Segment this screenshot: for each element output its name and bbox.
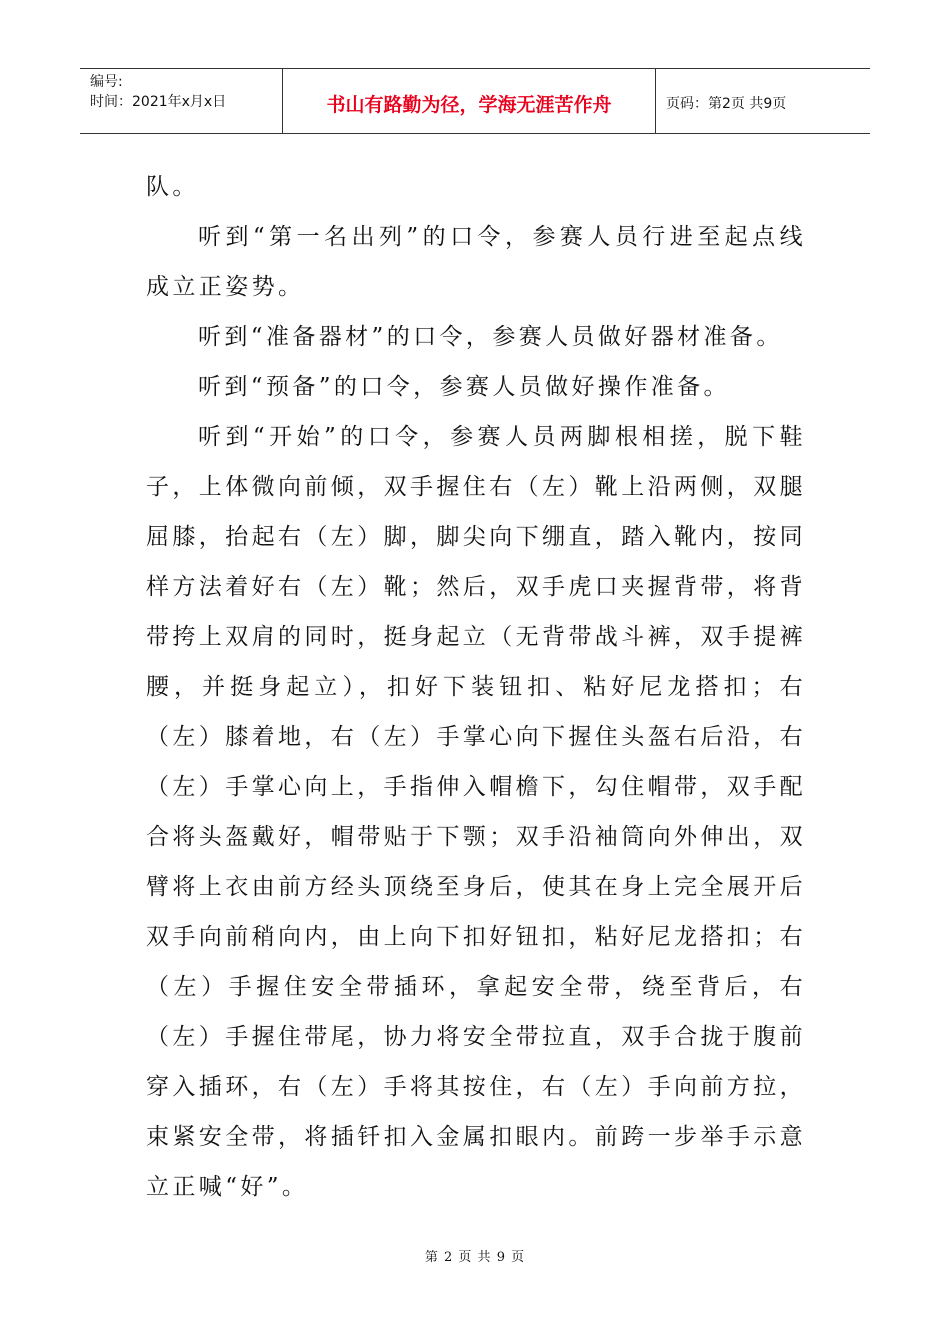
paragraph: 听到“开始”的口令，参赛人员两脚根相搓，脱下鞋子，上体微向前倾，双手握住右（左）靴上沿两侧，双腿屈膝，抬起右（左）脚，脚尖向下绷直，踏入靴内，按同样方法着好右（左）靴；然后，双手虎口夹握背带，将背带挎上双肩的同时，挺身起立（无背带战斗裤，双手提裤腰，并挺身起立），扣好下装钮扣、粘好尼龙搭扣；右（左）膝着地，右（左）手掌心向下握住头盔右后沿，右（左）手掌心向上，手指伸入帽檐下，勾住帽带，双手配合将头盔戴好，帽带贴于下颚；双手沿袖筒向外伸出，双臂将上衣由前方经头顶绕至身后，使其在身上完全展开后双手向前稍向内，由上向下扣好钮扣，粘好尼龙搭扣；右（左）手握住安全带插环，拿起安全带，绕至背后，右（左）手握住带尾，协力将安全带拉直，双手合拢于腹前穿入插环，右（左）手将其按住，右（左）手向前方拉，束紧安全带，将插钎扣入金属扣眼内。前跨一步举手示意立正喊“好”。 bbox=[146, 424, 806, 1200]
header-motto: 书山有路勤为径，学海无涯苦作舟 bbox=[282, 69, 656, 133]
paragraph: 队。 bbox=[146, 174, 199, 200]
page-header bbox=[80, 68, 870, 134]
document-body bbox=[146, 162, 806, 1212]
header-meta bbox=[80, 69, 282, 133]
paragraph: 听到“第一名出列”的口令，参赛人员行进至起点线成立正姿势。 bbox=[146, 224, 806, 300]
page-footer: 第 2 页 共 9 页 bbox=[424, 1250, 526, 1265]
document-time-label: 时间：2021年x月x日 bbox=[90, 94, 227, 110]
header-page-number: 页码：第2页 共9页 bbox=[666, 96, 787, 112]
document-number-label: 编号: bbox=[90, 74, 123, 90]
paragraph: 听到“准备器材”的口令，参赛人员做好器材准备。 bbox=[198, 324, 783, 350]
paragraph: 听到“预备”的口令，参赛人员做好操作准备。 bbox=[198, 374, 730, 400]
